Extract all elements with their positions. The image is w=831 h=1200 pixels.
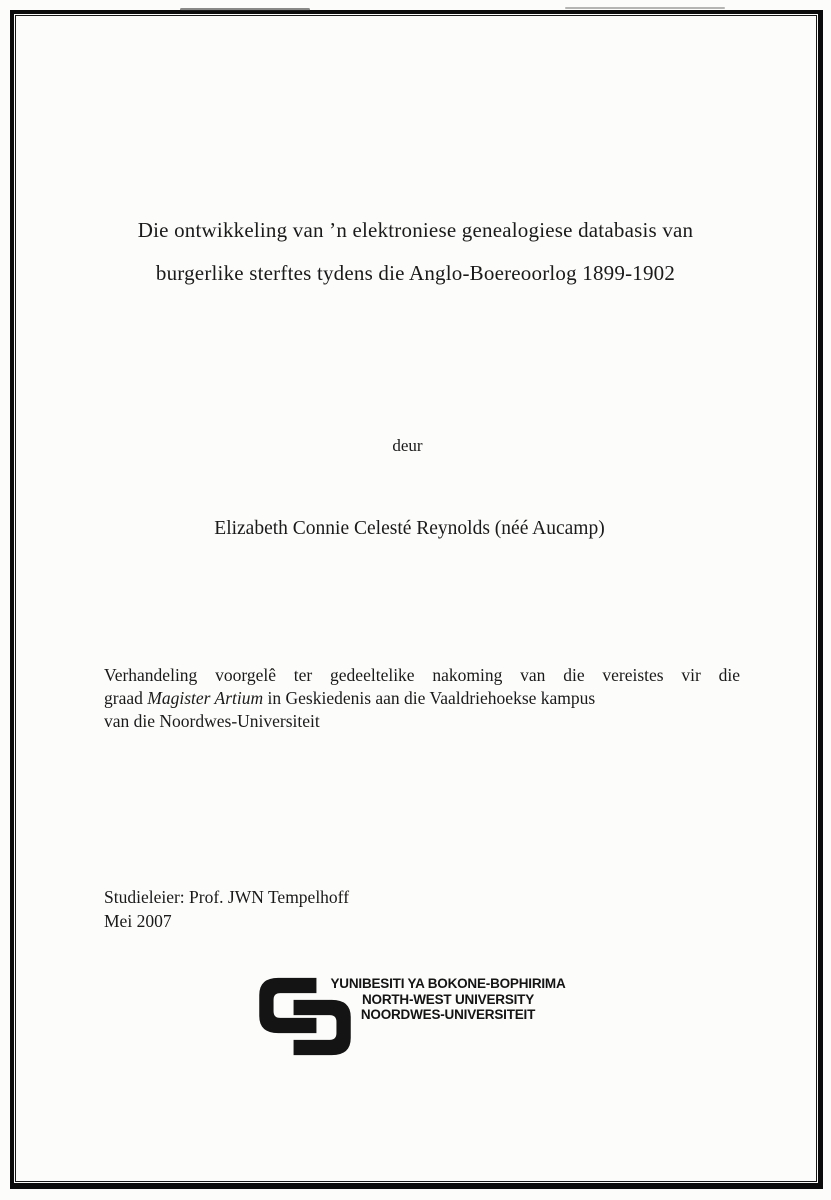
university-name-afrikaans: NOORDWES-UNIVERSITEIT (360, 1007, 536, 1022)
date-line: Mei 2007 (104, 910, 172, 931)
degree-statement-line2-suffix: in Geskiedenis aan die Vaaldriehoekse kampus (263, 688, 596, 708)
degree-name-italic: Magister Artium (147, 688, 264, 708)
university-name-setswana: YUNIBESITI YA BOKONE-BOPHIRIMA (330, 976, 566, 991)
degree-statement-line3: van die Noordwes-Universiteit (104, 711, 320, 731)
university-name-english: NORTH-WEST UNIVERSITY (361, 991, 535, 1007)
scan-artifact (565, 7, 725, 9)
thesis-title (70, 209, 761, 295)
supervisor-block (104, 886, 349, 933)
degree-statement (104, 664, 740, 733)
byline-deur: deur (392, 436, 423, 455)
author-name: Elizabeth Connie Celesté Reynolds (néé Aucamp) (214, 518, 605, 539)
thesis-title-line1: Die ontwikkeling van ’n elektroniese genealogiese databasis van (137, 218, 694, 242)
thesis-title-line2: burgerlike sterftes tydens die Anglo-Boereoorlog 1899-1902 (155, 261, 676, 285)
supervisor-line: Studieleier: Prof. JWN Tempelhoff (104, 887, 350, 907)
university-wordmark (318, 976, 578, 1023)
degree-statement-line2-prefix: graad (104, 688, 148, 708)
degree-statement-line1: Verhandeling voorgelê ter gedeeltelike nakoming van die vereistes vir die (104, 665, 740, 685)
scan-artifact (180, 8, 310, 11)
degree-statement-line2 (104, 687, 740, 710)
